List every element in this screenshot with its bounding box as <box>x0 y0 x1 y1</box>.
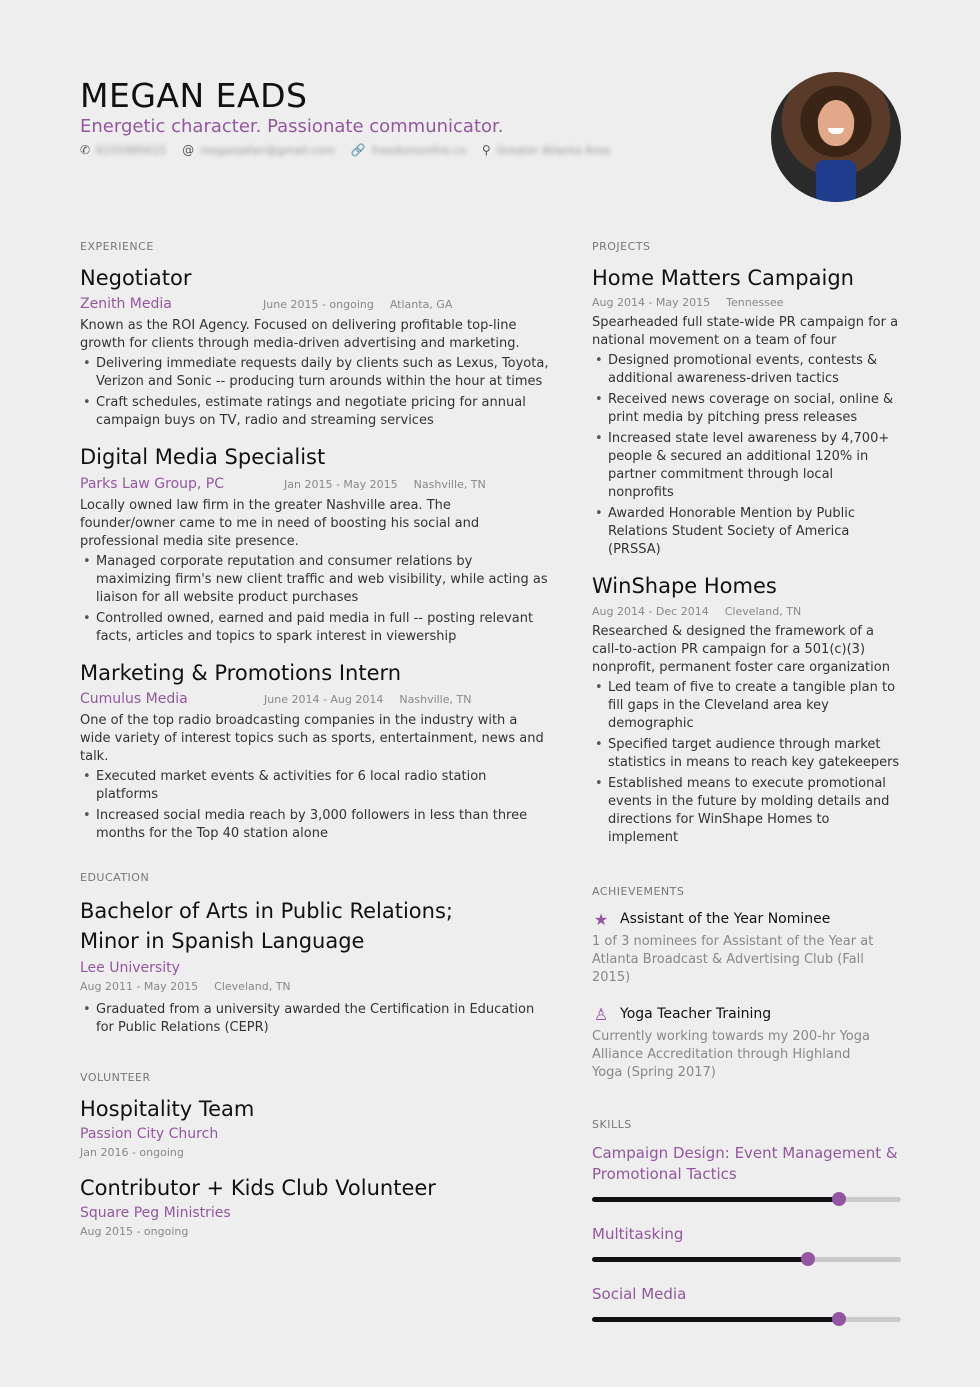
company-name: Cumulus Media <box>80 690 188 707</box>
contact-location <box>482 143 611 157</box>
volunteer-org: Square Peg Ministries <box>80 1205 231 1222</box>
bullet-item: • Graduated from a university awarded the Certification in Education for Public Relations (CEPR) <box>80 1001 550 1037</box>
bullet-item: • Established means to execute promotional events in the future by molding details and directions for WinShape Homes to implement <box>592 775 902 847</box>
bullet-item: • Awarded Honorable Mention by Public Relations Student Society of America (PRSSA) <box>592 505 902 559</box>
email-value: meganjafari@gmail.com <box>200 143 335 157</box>
skill-name: Multitasking <box>592 1224 684 1243</box>
bullet-item: • Increased state level awareness by 4,700+ people & secured an additional 120% in partner commitment through local nonprofits <box>592 430 902 502</box>
achievement-entry <box>592 910 902 987</box>
achievement-description: 1 of 3 nominees for Assistant of the Year at Atlanta Broadcast & Advertising Club (Fall 2015) <box>592 933 874 985</box>
bullet-item: • Controlled owned, earned and paid media in full -- posting relevant facts, articles and topics to spark interest in viewership <box>80 610 550 646</box>
skills-section <box>592 1118 902 1322</box>
volunteer-role: Contributor + Kids Club Volunteer <box>80 1176 436 1200</box>
bullet-item: • Led team of five to create a tangible plan to fill gaps in the Cleveland area key demographic <box>592 679 902 733</box>
skill-bar-knob <box>832 1312 846 1326</box>
skill-item <box>592 1224 902 1262</box>
contact-email[interactable] <box>182 143 335 157</box>
skill-bar-fill <box>592 1197 839 1202</box>
section-title-skills: SKILLS <box>592 1117 632 1131</box>
education-location: Cleveland, TN <box>214 979 291 993</box>
skill-bar-knob <box>801 1252 815 1266</box>
project-title: Home Matters Campaign <box>592 266 854 290</box>
location-icon: ⚲ <box>481 143 491 157</box>
contact-row <box>80 143 610 157</box>
at-icon: @ <box>182 143 195 157</box>
experience-section <box>80 240 550 843</box>
project-meta <box>592 296 902 309</box>
bullet-item: • Executed market events & activities for 6 local radio station platforms <box>80 768 550 804</box>
bullet-item: • Specified target audience through market statistics in means to reach key gatekeepers <box>592 736 902 772</box>
skill-bar-fill <box>592 1257 808 1262</box>
phone-icon: ✆ <box>80 143 91 157</box>
degree-title: Bachelor of Arts in Public Relations; Minor in Spanish Language <box>80 898 453 953</box>
skill-item <box>592 1143 902 1202</box>
job-description: One of the top radio broadcasting companies in the industry with a wide variety of interest topics such as sports, entertainment, news and talk. <box>80 712 544 764</box>
job-location: Nashville, TN <box>413 477 486 491</box>
photo-shirt <box>816 160 856 202</box>
project-date: Aug 2014 - Dec 2014 <box>592 604 709 618</box>
job-title: Negotiator <box>80 266 192 290</box>
project-title: WinShape Homes <box>592 574 777 599</box>
achievement-title-row <box>592 1005 902 1024</box>
volunteer-role: Hospitality Team <box>80 1096 255 1121</box>
project-location: Tennessee <box>726 296 784 310</box>
company-name: Parks Law Group, PC <box>80 475 225 492</box>
education-meta <box>80 980 550 993</box>
photo-face <box>818 100 854 146</box>
job-meta <box>80 296 550 312</box>
section-title-volunteer: VOLUNTEER <box>80 1070 151 1084</box>
volunteer-date: Jan 2016 - ongoing <box>80 1146 184 1159</box>
job-bullets <box>80 768 550 843</box>
star-icon: ★ <box>593 909 609 929</box>
project-entry <box>592 265 902 559</box>
bullet-item: • Received news coverage on social, online & print media by pitching press releases <box>592 391 902 427</box>
volunteer-meta <box>80 1146 550 1159</box>
project-description: Researched & designed the framework of a call-to-action PR campaign for a 501(c)(3) nonprofit, permanent foster care organization <box>592 623 890 675</box>
tagline: Energetic character. Passionate communicator. <box>80 116 504 137</box>
skill-name: Social Media <box>592 1284 687 1303</box>
education-date: Aug 2011 - May 2015 <box>80 979 199 993</box>
skill-item <box>592 1284 902 1322</box>
achievement-title: Assistant of the Year Nominee <box>620 911 831 927</box>
job-title: Marketing & Promotions Intern <box>80 660 402 685</box>
job-meta <box>80 476 550 492</box>
bullet-item: • Increased social media reach by 3,000 followers in less than three months for the Top 40 station alone <box>80 807 550 843</box>
school-name: Lee University <box>80 959 180 976</box>
project-bullets <box>592 352 902 559</box>
bullet-item: • Designed promotional events, contests & additional awareness-driven tactics <box>592 352 902 388</box>
contact-phone[interactable] <box>80 143 166 157</box>
project-bullets <box>592 679 902 847</box>
job-title: Digital Media Specialist <box>80 445 326 470</box>
volunteer-date: Aug 2015 - ongoing <box>80 1225 189 1239</box>
job-location: Nashville, TN <box>399 692 472 706</box>
skill-bar-knob <box>832 1192 846 1206</box>
job-description: Known as the ROI Agency. Focused on delivering profitable top-line growth for clients through media-driven advertising and marketing. <box>80 318 520 352</box>
projects-section <box>592 240 902 847</box>
volunteer-entry <box>80 1175 550 1238</box>
job-location: Atlanta, GA <box>389 298 453 312</box>
yoga-icon: ♙ <box>593 1004 609 1024</box>
candidate-name: MEGAN EADS <box>80 76 308 115</box>
experience-entry <box>80 444 550 645</box>
right-column <box>592 240 902 1344</box>
skill-bar-fill <box>592 1317 839 1322</box>
location-value: Greater Atlanta Area <box>496 143 611 157</box>
achievement-entry <box>592 1005 902 1082</box>
bullet-item: • Delivering immediate requests daily by clients such as Lexus, Toyota, Verizon and Sonic -- producing turn arounds within the hour at times <box>80 355 550 391</box>
volunteer-section <box>80 1071 550 1239</box>
skill-bar <box>592 1317 901 1322</box>
achievements-section <box>592 885 902 1082</box>
job-meta <box>80 691 550 707</box>
bullet-item: • Managed corporate reputation and consumer relations by maximizing firm's new client traffic and web visibility, while acting as liaison for all website product purchases <box>80 553 550 607</box>
phone-value: 6155985615 <box>96 143 167 157</box>
job-bullets <box>80 553 550 646</box>
skill-name: Campaign Design: Event Management & Promotional Tactics <box>592 1143 898 1183</box>
website-value: freedomonfire.co <box>371 143 466 157</box>
volunteer-meta <box>80 1225 550 1238</box>
project-meta <box>592 605 902 618</box>
bullet-item: • Craft schedules, estimate ratings and negotiate pricing for annual campaign buys on TV, radio and streaming services <box>80 394 550 430</box>
job-date: June 2014 - Aug 2014 <box>264 692 384 706</box>
project-entry <box>592 573 902 846</box>
job-date: June 2015 - ongoing <box>263 298 374 312</box>
link-icon: 🔗 <box>350 143 366 157</box>
education-section <box>80 871 550 1037</box>
job-description: Locally owned law firm in the greater Nashville area. The founder/owner came to me in need of boosting his social and professional media site presence. <box>80 497 480 549</box>
achievement-title-row <box>592 910 902 929</box>
section-title-experience: EXPERIENCE <box>80 240 154 253</box>
experience-entry <box>80 660 550 843</box>
left-column <box>80 240 550 1252</box>
achievement-description: Currently working towards my 200-hr Yoga Alliance Accreditation through Highland Yoga (Spring 2017) <box>592 1028 870 1080</box>
section-title-projects: PROJECTS <box>592 240 651 253</box>
skill-bar <box>592 1257 901 1262</box>
company-name: Zenith Media <box>80 296 172 313</box>
volunteer-entry <box>80 1096 550 1159</box>
job-bullets <box>80 355 550 430</box>
project-location: Cleveland, TN <box>724 604 802 618</box>
profile-photo <box>771 72 901 202</box>
skill-bar <box>592 1197 901 1202</box>
achievement-title: Yoga Teacher Training <box>620 1006 772 1022</box>
experience-entry <box>80 265 550 430</box>
job-date: Jan 2015 - May 2015 <box>284 477 398 491</box>
project-date: Aug 2014 - May 2015 <box>592 296 711 310</box>
section-title-education: EDUCATION <box>80 870 150 884</box>
education-bullets <box>80 1001 550 1037</box>
contact-website[interactable] <box>351 143 466 157</box>
section-title-achievements: ACHIEVEMENTS <box>592 884 685 898</box>
volunteer-org: Passion City Church <box>80 1126 219 1142</box>
project-description: Spearheaded full state-wide PR campaign for a national movement on a team of four <box>592 315 899 349</box>
